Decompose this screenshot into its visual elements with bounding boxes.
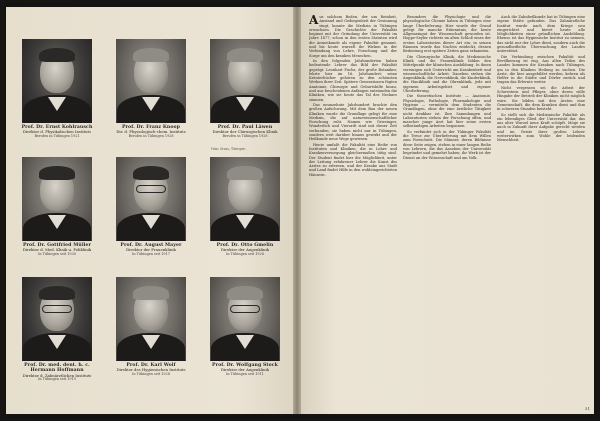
portrait-caption: [105, 363, 197, 377]
right-page: [301, 7, 594, 414]
portrait-card: [105, 157, 197, 257]
portrait-name: Prof. Dr. August Mayer: [120, 243, 182, 248]
portrait-photo: [22, 277, 92, 361]
portrait-role: Direktor des Hygienischen Instituts: [116, 367, 186, 373]
body-paragraph: Nicht vergessen sei die Arbeit der Schwestern und Pfleger, ohne deren stille Hingabe der Betrieb der Kliniken nicht möglich wäre. Sie bilden mit den Ärzten eine Gemeinschaft, die dem Kranken dient und ihm in schweren Stunden beisteht.: [497, 85, 585, 112]
portrait-dates: In Tübingen seit 1911: [226, 371, 264, 376]
portrait-role: Direktor der Augenklinik: [220, 367, 270, 373]
portrait-name: Prof. Dr. Karl Wolf: [126, 363, 176, 368]
portrait-dates: In Tübingen seit 1928: [132, 371, 170, 376]
portrait-role: Direktor d. Physikalischen Instituts: [22, 129, 92, 135]
portrait-card: [105, 39, 197, 139]
body-paragraph: Die Verbindung zwischen Fakultät und Bevölkerung ist eng. Aus allen Teilen des Landes kommen die Kranken nach Tübingen, um in den Kliniken Heilung zu suchen. Die Ärzte, die hier ausgebildet werden, kehren als Helfer in die Städte und Dörfer zurück und tragen das Erlernte weiter.: [497, 54, 585, 85]
portrait-photo: [22, 157, 92, 241]
portrait-name: Prof. Dr. Franz Knoop: [121, 125, 181, 130]
portrait-role: Direktor der Frauenklinik: [126, 247, 176, 253]
portrait-dates: In Tübingen seit 1919: [38, 376, 76, 381]
portrait-card: [11, 277, 103, 382]
portrait-photo: [22, 39, 92, 123]
portrait-photo: [116, 277, 186, 361]
portrait-photo: [210, 157, 280, 241]
portrait-dates: Berufen in Tübingen 1928: [128, 133, 174, 138]
portrait-role: Direktor der Augenklinik: [220, 247, 270, 253]
portrait-caption: [199, 125, 291, 139]
body-paragraph: So stellt sich die Medizinische Fakultät als ein lebendiges Glied der Universität dar, das aus alter Wurzel neue Kraft schöpft. Möge sie auch in Zukunft ihrer Aufgabe gerecht werden und im Geiste ihrer großen Lehrer weiterwirken zum Wohle der leidenden Menschheit.: [497, 112, 585, 143]
portrait-caption: [11, 363, 103, 382]
body-paragraph: So verbindet sich in der Tübinger Fakultät die Treue zur Überlieferung mit dem Willen zum Fortschritt. Die Männer, deren Bildnisse diese Seite zeigen, stehen in einer langen Reihe von Lehrern, die das Ansehen der Universität begründet und gemehrt haben; ihr Werk ist der Dienst an der Wissenschaft und am Volk.: [403, 129, 491, 160]
portrait-name: Prof. Dr. Otto Gmelin: [216, 243, 274, 248]
portrait-dates: In Tübingen seit 1917: [132, 251, 170, 256]
photo-credit: Foto: Gross, Tübingen: [211, 147, 246, 151]
body-paragraph: Besonders die Physiologie und die physiologische Chemie haben in Tübingen eine lange Überlieferung. Hier wurde der Grund gelegt für manche Erkenntnis, die heute Allgemeingut der Wissenschaft geworden ist. Hoppe-Seyler richtete im alten Schloß eines der ersten Laboratorien dieser Art ein; in seinen Räumen wurde das Nuclein entdeckt, dessen Bedeutung erst spätere Zeiten ganz erkannten.: [403, 15, 491, 54]
body-paragraph: Heute umfaßt die Fakultät eine Reihe von Instituten und Kliniken, die in Lehre und Krankenversorgung gleichermaßen tätig sind. Der Student findet hier die Möglichkeit, unter der Leitung erfahrener Lehrer die Kunst des Arztes zu erlernen, und der Kranke aus Stadt und Land findet Hilfe in den wohleingerichteten Häusern.: [309, 142, 397, 177]
portrait-card: [199, 157, 291, 257]
portrait-role: Direktor d. Med. Klinik u. Poliklinik: [22, 247, 92, 253]
portrait-role: Dir. d. Physiologisch-chem. Instituts: [116, 129, 186, 135]
body-paragraph: Die theoretischen Institute — Anatomie, Physiologie, Pathologie, Pharmakologie und Hygiene — vermitteln dem Studenten die Grundlagen, ohne die eine ärztliche Tätigkeit nicht denkbar ist. Ihre Sammlungen und Laboratorien stehen der Forschung offen, und mancher junge Arzt hat hier seine ersten selbständigen Arbeiten begonnen.: [403, 94, 491, 129]
portrait-dates: In Tübingen seit 1930: [38, 251, 76, 256]
portrait-name: Prof. Dr. Ernst Kohlrausch: [21, 125, 93, 130]
portrait-card: [105, 277, 197, 377]
portrait-dates: In Tübingen seit 1928: [226, 251, 264, 256]
portrait-photo: [210, 277, 280, 361]
portrait-caption: [199, 363, 291, 377]
portrait-name: Prof. Dr. Wolfgang Stock: [212, 363, 278, 368]
text-column-3: [497, 15, 585, 409]
portrait-dates: Berufen in Tübingen 1921: [34, 133, 80, 138]
body-paragraph: Auch die Zahnheilkunde hat in Tübingen eine eigene Stätte gefunden. Das Zahnärztliche Institut wurde nach dem Kriege neu eingerichtet und bietet heute alle Möglichkeiten einer gründlichen Ausbildung. Ebenso ist das Hygienische Institut zu nennen, das nicht nur der Lehre dient, sondern auch die gesundheitliche Überwachung des Landes unterstützt.: [497, 15, 585, 54]
portrait-name: Prof. Dr. med. dent. h. c. Hermann Hoffmann: [24, 363, 90, 374]
portrait-card: [11, 39, 103, 139]
left-page: [6, 7, 293, 414]
portrait-caption: [105, 243, 197, 257]
portrait-photo: [116, 39, 186, 123]
portrait-photo: [210, 39, 280, 123]
body-paragraph: Das neunzehnte Jahrhundert brachte den großen Aufschwung. Mit dem Bau der neuen Kliniken wurde die Grundlage gelegt für eine Medizin, die auf naturwissenschaftlicher Forschung ruht. Namen wie Griesinger, Wunderlich und Vierordt sind mit dieser Zeit verbunden; sie haben nicht nur in Tübingen, sondern weit darüber hinaus gewirkt und der Heilkunde neue Wege gewiesen.: [309, 102, 397, 142]
portrait-card: [199, 277, 291, 377]
body-paragraph: Die Chirurgische Klinik, die Medizinische Klinik und die Frauenklinik bilden den Mittelpunkt der klinischen Ausbildung. In ihnen vereinigen sich Unterricht am Krankenbett und wissenschaftliche Arbeit. Daneben stehen die Augenklinik, die Nervenklinik, die Kinderklinik, die Hautklinik und die Ohrenklinik, jede mit eigenem Arbeitsgebiet und eigener Überlieferung.: [403, 54, 491, 94]
body-paragraph: Aus solchem Boden, der um Reinheit, Anstand und Gediegenheit der Gesinnung ringt, konnte die Medizin in Tübingen erwachsen. Die Geschichte der Fakultät beginnt mit der Gründung der Universität im Jahre 1477; schon in den ersten Statuten wird die Arzneikunde als eigene Fakultät genannt, und bis heute wurzelt ihr Wirken in der Verbindung von Lehre, Forschung und der Sorge um den kranken Menschen.: [309, 15, 397, 58]
book-spread: [4, 3, 596, 418]
portrait-name: Prof. Dr. Gottfried Müller: [22, 243, 92, 248]
portrait-caption: [11, 125, 103, 139]
portrait-card: [11, 157, 103, 257]
portrait-caption: [105, 125, 197, 139]
text-column-2: [403, 15, 491, 409]
portrait-caption: [11, 243, 103, 257]
page-number: 31: [584, 406, 590, 411]
book-gutter: [293, 7, 301, 414]
portrait-dates: Berufen in Tübingen 1928: [222, 133, 268, 138]
portrait-role: Direktor der Chirurgischen Klinik: [212, 129, 278, 135]
body-paragraph: In den folgenden Jahrhunderten haben bedeutende Lehrer das Bild der Fakultät geprägt. Leonhart Fuchs, der große Botaniker, lehrte hier im 16. Jahrhundert; seine Kräuterbücher gehören zu den schönsten Werken ihrer Zeit. Spätere Generationen fügten Anatomie, Chirurgie und Geburtshilfe hinzu, und aus bescheidenen Anfängen entstanden die Kliniken, wie sie heute das Tal des Neckars säumen.: [309, 58, 397, 102]
portrait-name: Prof. Dr. Paul Läwen: [217, 125, 273, 130]
portrait-caption: [199, 243, 291, 257]
portrait-card: [199, 39, 291, 139]
portrait-photo: [116, 157, 186, 241]
drop-cap: A: [309, 15, 319, 27]
portrait-role: Direktor d. Zahnärztlichen Instituts: [22, 372, 92, 378]
text-column-1: [309, 15, 397, 409]
